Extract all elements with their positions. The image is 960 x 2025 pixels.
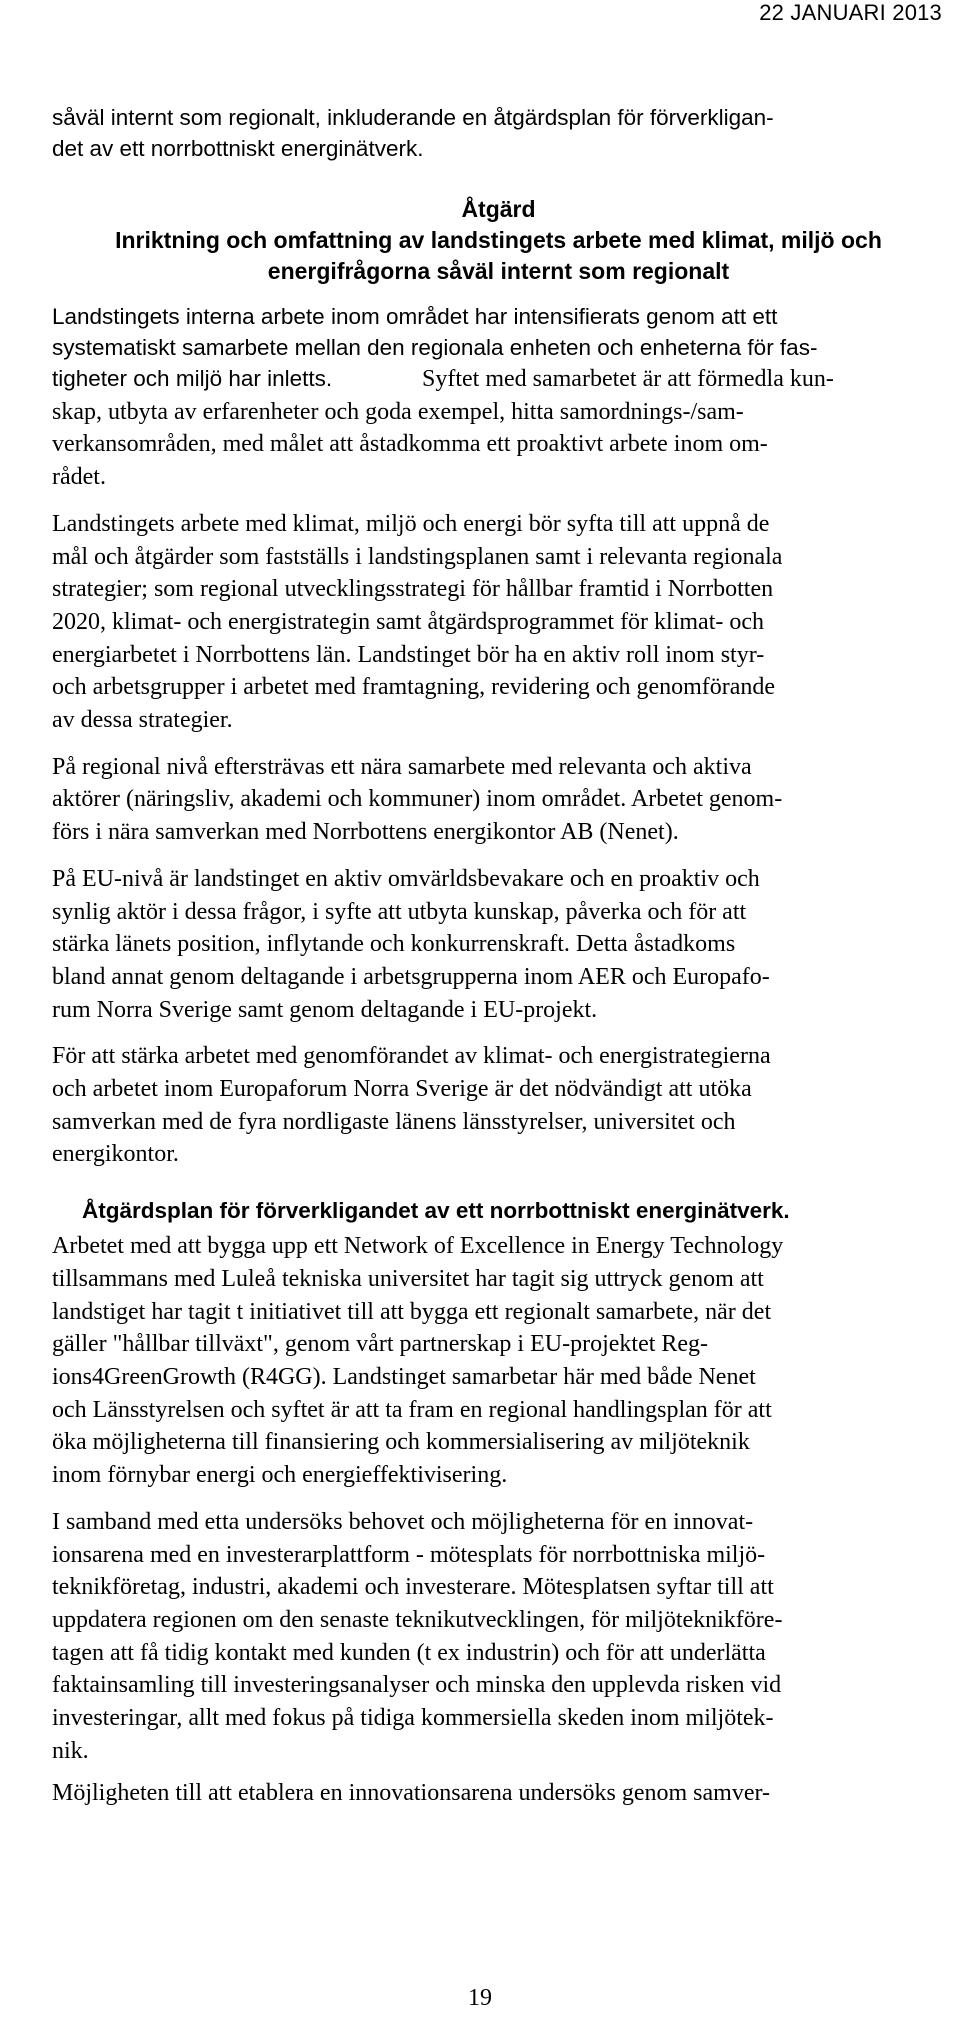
intro-paragraph: såväl internt som regionalt, inkluderande en åtgärdsplan för förverkligan- det av ett norrbottniskt energinätverk. <box>52 105 774 161</box>
section-paragraph-2: Landstingets arbete med klimat, miljö och energi bör syfta till att uppnå de mål och åtgärder som fastställs i landstingsplanen samt i relevanta regionala strategier; som regional utvecklingsstrategi för hållbar framtid i Norrbotten 2020, klimat- och energistrategin samt åtgärdsprogrammet för klimat- och energiarbetet i Norrbottens län. Landstinget bör ha en aktiv roll inom styr- och arbetsgrupper i arbetet med framtagning, revidering och genomförande av dessa strategier. <box>52 510 783 734</box>
section-paragraph-1-serif: Syftet med samarbetet är att förmedla kun- skap, utbyta av erfarenheter och goda exempel, hitta samordnings-/sam- verkansområden, med målet att åstadkomma ett proaktivt arbete inom om- rådet. <box>52 366 834 491</box>
action-plan-heading: Åtgärdsplan för förverkligandet av ett norrbottniskt energinätverk. <box>82 1198 790 1224</box>
section-heading: Inriktning och omfattning av landstingets arbete med klimat, miljö och energifrågorna såväl internt som regionalt <box>115 227 882 284</box>
section-paragraph-5: För att stärka arbetet med genomförandet av klimat- och energistrategierna och arbetet inom Europaforum Norra Sverige är det nödvändigt att utöka samverkan med de fyra nordligaste länens länsstyrelser, universitet och energikontor. <box>52 1043 771 1168</box>
page-number: 19 <box>468 1985 492 2011</box>
document-body <box>52 102 945 1810</box>
action-plan-paragraph-2: I samband med etta undersöks behovet och möjligheterna för en innovat- ionsarena med en investerarplattform - mötesplats för norrbottniska miljö- teknikföretag, industri, akademi och investerare. Mötesplatsen syftar till att uppdatera regionen om den senaste teknikutvecklingen, för miljöteknikföre- tagen att få tidig kontakt med kunden (t ex industrin) och för att underlätta faktainsamling till investeringsanalyser och minska den upplevda risken vid investeringar, allt med fokus på tidiga kommersiella skeden inom miljötek- nik. <box>52 1508 783 1764</box>
action-plan-paragraph-3: Möjligheten till att etablera en innovationsarena undersöks genom samver- <box>52 1780 770 1807</box>
section-paragraph-1-sans: Landstingets interna arbete inom området har intensifierats genom att ett systematiskt samarbete mellan den regionala enheten och enheterna för fas- tigheter och miljö har inletts. <box>52 304 818 391</box>
header-date: 22 JANUARI 2013 <box>759 0 942 25</box>
action-plan-paragraph-1: Arbetet med att bygga upp ett Network of Excellence in Energy Technology tillsammans med Luleå tekniska universitet har tagit sig uttryck genom att landstiget har tagit t initiativet till att bygga ett regionalt samarbete, när det gäller "hållbar tillväxt", genom vårt partnerskap i EU-projektet Reg- ions4GreenGrowth (R4GG). Landstinget samarbetar här med både Nenet och Länsstyrelsen och syftet är att ta fram en regional handlingsplan för att öka möjligheterna till finansiering och kommersialisering av miljöteknik inom förnybar energi och energieffektivisering. <box>52 1233 784 1489</box>
section-paragraph-4: På EU-nivå är landstinget en aktiv omvärldsbevakare och en proaktiv och synlig aktör i dessa frågor, i syfte att utbyta kunskap, påverka och för att stärka länets position, inflytande och konkurrenskraft. Detta åstadkoms bland annat genom deltagande i arbetsgrupperna inom AER och Europafo- rum Norra Sverige samt genom deltagande i EU-projekt. <box>52 865 770 1023</box>
section-title: Åtgärd <box>461 196 536 222</box>
section-paragraph-3: På regional nivå eftersträvas ett nära samarbete med relevanta och aktiva aktörer (näringsliv, akademi och kommuner) inom området. Arbetet genom- förs i nära samverkan med Norrbottens energikontor AB (Nenet). <box>52 753 783 846</box>
